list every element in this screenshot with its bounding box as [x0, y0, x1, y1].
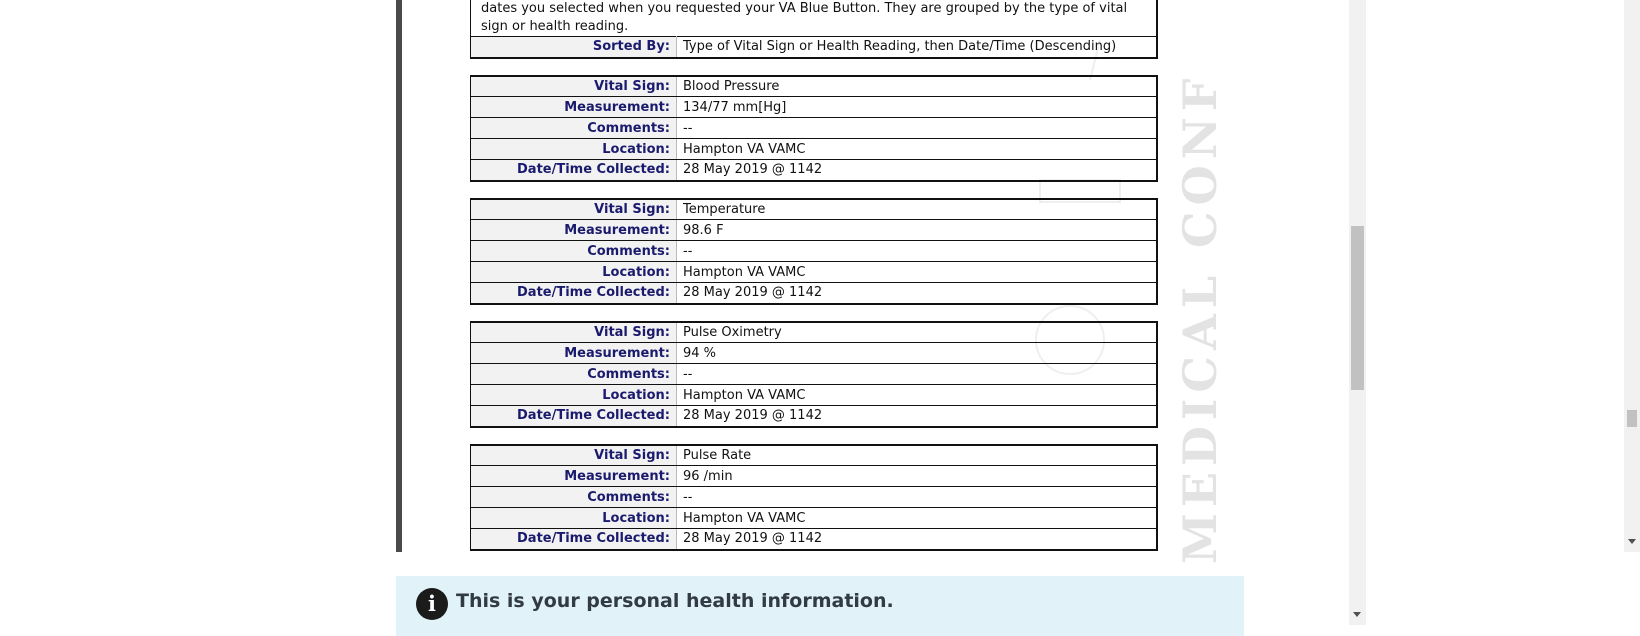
measurement-label: Measurement:: [471, 97, 677, 118]
table-row: [471, 343, 1158, 364]
vital-sign-value: Pulse Rate: [677, 445, 1158, 466]
viewer-scrollbar-thumb[interactable]: [1627, 410, 1637, 427]
vital-sign-label: Vital Sign:: [471, 322, 677, 343]
location-label: Location:: [471, 385, 677, 406]
datetime-value: 28 May 2019 @ 1142: [677, 529, 1158, 550]
vital-sign-table: [470, 75, 1158, 182]
table-row: [471, 508, 1158, 529]
measurement-value: 94 %: [677, 343, 1158, 364]
datetime-label: Date/Time Collected:: [471, 406, 677, 427]
table-row: [471, 487, 1158, 508]
pdf-viewer[interactable]: [396, 0, 1244, 564]
alert-title: This is your personal health information.: [456, 590, 894, 612]
datetime-value: 28 May 2019 @ 1142: [677, 283, 1158, 304]
table-row: [471, 364, 1158, 385]
table-row: [471, 322, 1158, 343]
location-value: Hampton VA VAMC: [677, 385, 1158, 406]
measurement-value: 96 /min: [677, 466, 1158, 487]
measurement-value: 98.6 F: [677, 220, 1158, 241]
table-row: [471, 160, 1158, 181]
vitals-document: [470, 0, 1160, 551]
comments-label: Comments:: [471, 118, 677, 139]
vital-sign-label: Vital Sign:: [471, 199, 677, 220]
vital-sign-value: Temperature: [677, 199, 1158, 220]
sorted-by-table: [470, 36, 1158, 59]
sorted-by-value: Type of Vital Sign or Health Reading, then Date/Time (Descending): [677, 37, 1158, 58]
page-scrollbar-thumb[interactable]: [1351, 226, 1364, 390]
location-value: Hampton VA VAMC: [677, 508, 1158, 529]
comments-value: --: [677, 364, 1158, 385]
table-row: [471, 199, 1158, 220]
vital-sign-group: [470, 75, 1160, 182]
table-row: [471, 466, 1158, 487]
confidential-watermark: MEDICAL CONF: [1173, 72, 1227, 564]
datetime-label: Date/Time Collected:: [471, 160, 677, 181]
location-label: Location:: [471, 508, 677, 529]
vital-sign-value: Pulse Oximetry: [677, 322, 1158, 343]
measurement-label: Measurement:: [471, 343, 677, 364]
viewer-scrollbar[interactable]: [1624, 0, 1640, 552]
table-row: [471, 385, 1158, 406]
comments-value: --: [677, 487, 1158, 508]
location-label: Location:: [471, 139, 677, 160]
table-row: [471, 97, 1158, 118]
location-value: Hampton VA VAMC: [677, 262, 1158, 283]
location-label: Location:: [471, 262, 677, 283]
table-row: [471, 262, 1158, 283]
sorted-by-label: Sorted By:: [471, 37, 677, 58]
vital-sign-label: Vital Sign:: [471, 445, 677, 466]
scroll-down-arrow-icon[interactable]: [1628, 539, 1636, 544]
page-scroll-down-arrow-icon[interactable]: [1353, 612, 1361, 617]
measurement-label: Measurement:: [471, 220, 677, 241]
measurement-value: 134/77 mm[Hg]: [677, 97, 1158, 118]
vital-sign-table: [470, 321, 1158, 428]
info-icon: i: [416, 588, 448, 620]
measurement-label: Measurement:: [471, 466, 677, 487]
info-alert: [396, 576, 1244, 636]
vital-sign-group: [470, 198, 1160, 305]
page-scrollbar[interactable]: [1349, 0, 1366, 625]
table-row: [471, 118, 1158, 139]
table-row: [471, 37, 1158, 58]
vital-sign-value: Blood Pressure: [677, 76, 1158, 97]
vital-sign-table: [470, 444, 1158, 551]
datetime-value: 28 May 2019 @ 1142: [677, 160, 1158, 181]
table-row: [471, 406, 1158, 427]
intro-paragraph: dates you selected when you requested your VA Blue Button. They are grouped by the type of vital sign or health reading.: [470, 0, 1158, 36]
table-row: [471, 283, 1158, 304]
table-row: [471, 241, 1158, 262]
table-row: [471, 76, 1158, 97]
table-row: [471, 139, 1158, 160]
pdf-page: [402, 0, 1227, 564]
vital-sign-table: [470, 198, 1158, 305]
datetime-label: Date/Time Collected:: [471, 283, 677, 304]
datetime-value: 28 May 2019 @ 1142: [677, 406, 1158, 427]
comments-label: Comments:: [471, 487, 677, 508]
comments-value: --: [677, 241, 1158, 262]
vital-sign-label: Vital Sign:: [471, 76, 677, 97]
table-row: [471, 445, 1158, 466]
table-row: [471, 220, 1158, 241]
comments-value: --: [677, 118, 1158, 139]
vital-sign-group: [470, 321, 1160, 428]
comments-label: Comments:: [471, 364, 677, 385]
table-row: [471, 529, 1158, 550]
comments-label: Comments:: [471, 241, 677, 262]
datetime-label: Date/Time Collected:: [471, 529, 677, 550]
vital-sign-group: [470, 444, 1160, 551]
location-value: Hampton VA VAMC: [677, 139, 1158, 160]
